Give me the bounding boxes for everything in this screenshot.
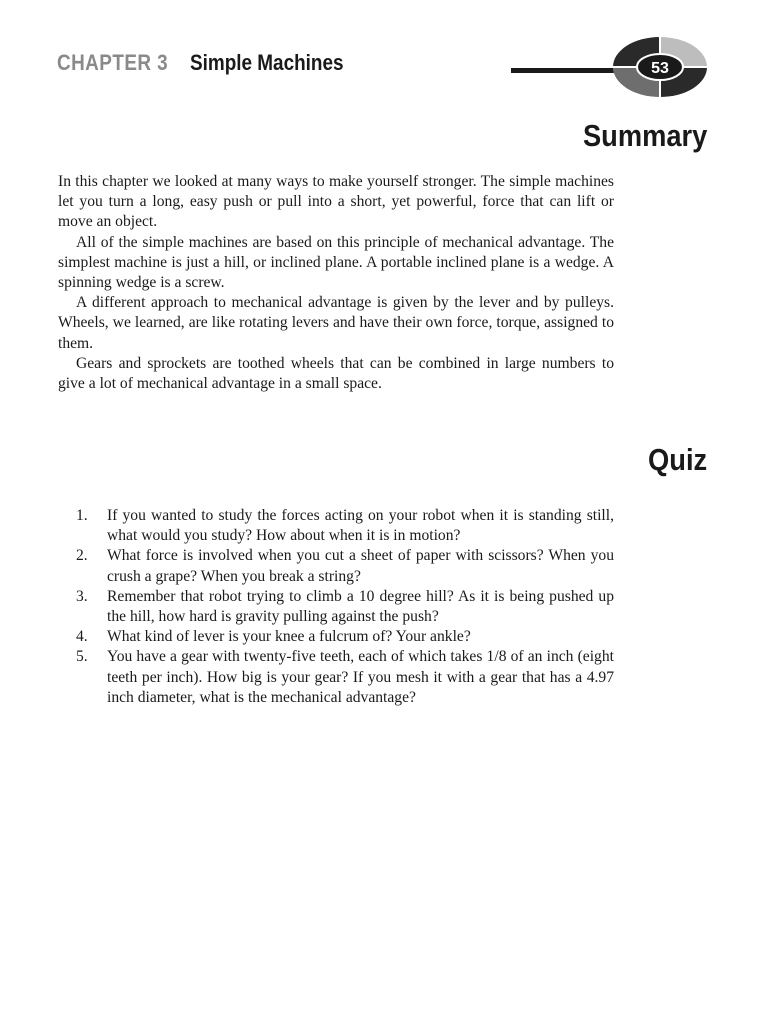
quiz-item-text: Remember that robot trying to climb a 10 degree hill? As it is being pushed up the hill, how hard is gravity pulling against the push? [107, 587, 614, 626]
quiz-item-number: 5. [76, 648, 88, 666]
page-header [0, 0, 762, 110]
page-number: 53 [651, 60, 669, 77]
quiz-item [58, 647, 614, 708]
quiz-item [58, 546, 614, 586]
chapter-label: CHAPTER 3 [57, 50, 169, 75]
quiz-item-number: 4. [76, 628, 88, 646]
quiz-item-text: What kind of lever is your knee a fulcrum of? Your ankle? [107, 628, 471, 646]
quiz-item [58, 587, 614, 627]
quiz-item-text: You have a gear with twenty-five teeth, each of which takes 1/8 of an inch (eight teeth per inch). How big is your gear? If you mesh it with a gear that has a 4.97 inch diameter, what is the mechanical advantage? [107, 648, 614, 706]
summary-body [58, 172, 614, 394]
quiz-item-number: 2. [76, 547, 88, 565]
summary-paragraph: In this chapter we looked at many ways to make yourself stronger. The simple machines let you turn a long, easy push or pull into a short, yet powerful, force that can lift or move an object. [58, 173, 614, 231]
quiz-list [58, 506, 614, 708]
quiz-item [58, 506, 614, 546]
quiz-item [58, 627, 614, 647]
summary-paragraph: A different approach to mechanical advantage is given by the lever and by pulleys. Wheels, we learned, are like rotating levers and have their own force, torque, assigned to them. [58, 294, 614, 352]
quiz-item-number: 1. [76, 507, 88, 524]
quiz-item-text: If you wanted to study the forces acting on your robot when it is standing still, what would you study? How about when it is in motion? [107, 507, 614, 545]
summary-paragraph: Gears and sprockets are toothed wheels that can be combined in large numbers to give a lot of mechanical advantage in a small space. [58, 354, 614, 393]
quiz-item-text: What force is involved when you cut a sheet of paper with scissors? When you crush a grape? When you break a string? [107, 547, 614, 585]
chapter-title: Simple Machines [190, 50, 344, 75]
quiz-item-number: 3. [76, 587, 88, 605]
summary-paragraph: All of the simple machines are based on this principle of mechanical advantage. The simplest machine is just a hill, or inclined plane. A portable inclined plane is a wedge. A spinning wedge is a screw. [58, 233, 614, 292]
quiz-heading: Quiz [647, 442, 707, 477]
summary-heading: Summary [582, 118, 707, 153]
